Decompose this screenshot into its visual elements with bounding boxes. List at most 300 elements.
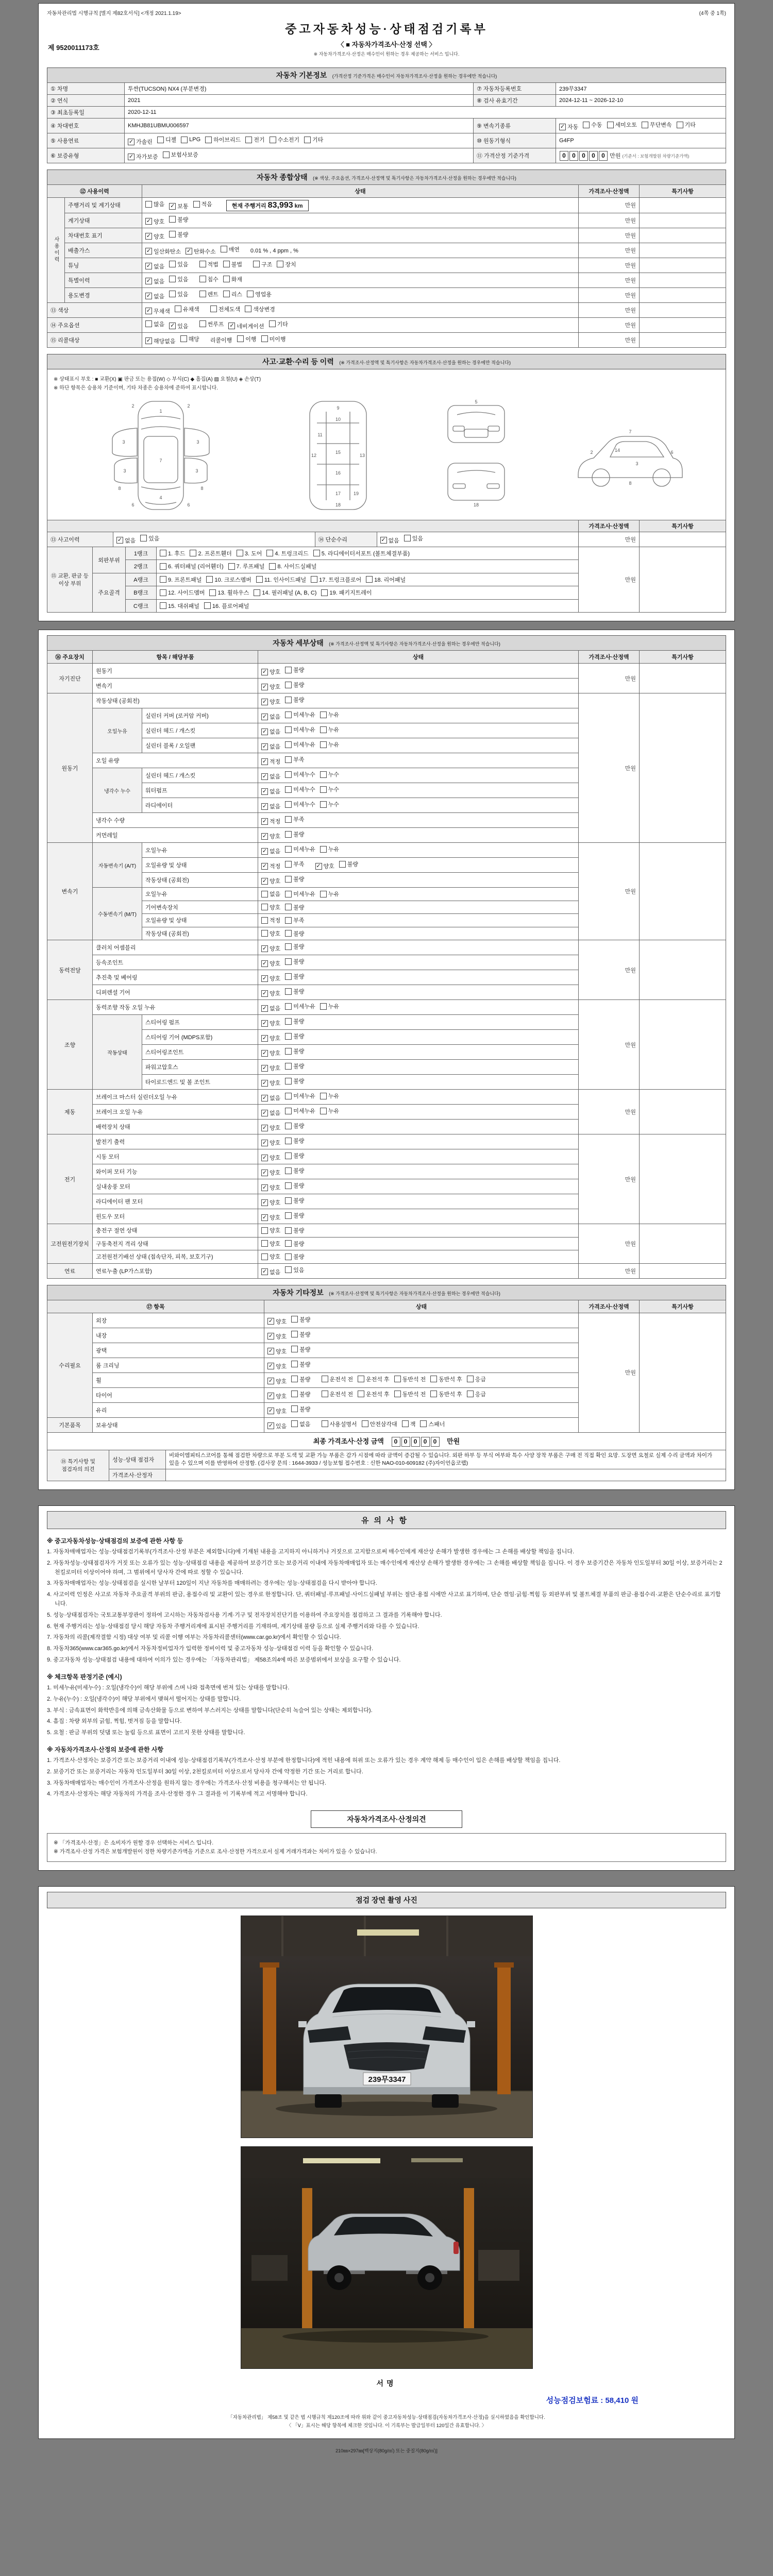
checkbox-option[interactable]: ✓ 없음 — [262, 743, 281, 750]
checkbox-box-icon: ✓ — [262, 1199, 267, 1206]
checkbox-option[interactable]: 누유 — [320, 725, 339, 734]
checkbox-option[interactable]: ✓ 양호 — [262, 960, 281, 967]
checkbox-option[interactable]: 불량 — [285, 1062, 304, 1070]
status-header: 상태 — [258, 651, 579, 664]
checkbox-option[interactable]: 불량 — [169, 215, 188, 224]
checkbox-box-icon — [320, 846, 327, 853]
checkbox-option[interactable]: 불량 — [285, 696, 304, 704]
checkbox-option[interactable]: ✓ 탄화수소 — [187, 248, 216, 255]
checkbox-option[interactable]: ✓ 없음 — [117, 537, 136, 544]
checkbox-option[interactable]: 미세누유 — [285, 740, 315, 749]
checkbox-option[interactable]: 기타 — [269, 320, 288, 328]
damage-diagram-box — [47, 369, 726, 520]
checkbox-option[interactable]: 양호 — [261, 929, 280, 938]
checkbox-option[interactable]: ✓ 적정 — [262, 818, 281, 825]
checkbox-option[interactable]: 적음 — [193, 200, 212, 208]
checkbox-option[interactable]: ✓ 양호 — [262, 1169, 281, 1176]
item-cell: 충전구 절연 상태 — [93, 1224, 258, 1238]
checkbox-option[interactable]: 누유 — [320, 710, 339, 719]
checkbox-option[interactable]: 없음 — [261, 890, 280, 898]
base-price-label: ⑪ 가격산정 기준가격 — [474, 148, 556, 163]
checkbox-option[interactable]: ✓ 없음 — [146, 293, 165, 300]
notice-heading: ※ 자동차가격조사·산정의 보증에 관한 사항 — [47, 1745, 164, 1753]
checkbox-option[interactable]: 영업용 — [247, 290, 272, 298]
checkbox-option[interactable]: 미세누유 — [285, 710, 315, 719]
checkbox-option[interactable]: ✓ 양호 — [268, 1393, 287, 1400]
checkbox-option[interactable]: 불량 — [291, 1375, 310, 1383]
price-cell: 만원 — [579, 228, 640, 243]
checkbox-box-icon — [394, 1376, 401, 1382]
checkbox-option[interactable]: 매연 — [221, 245, 240, 253]
checkbox-option[interactable]: ✓ 양호 — [262, 1124, 281, 1131]
checkbox-option[interactable]: ✓ 보통 — [170, 202, 189, 210]
accident-history-status — [113, 532, 315, 547]
checkbox-option[interactable]: 누수 — [320, 770, 339, 778]
checkbox-option[interactable]: ✓ 양호 — [262, 1064, 281, 1072]
status-cell — [258, 708, 579, 723]
checkbox-option[interactable]: 불량 — [285, 972, 304, 980]
checkbox-option[interactable]: ✓ 양호 — [268, 1348, 287, 1355]
checkbox-option[interactable]: 15. 대쉬패널 — [160, 602, 199, 610]
price-cell: 만원 — [579, 317, 640, 332]
checkbox-option[interactable]: 운전석 전 — [322, 1375, 354, 1383]
checkbox-option[interactable]: ✓ 자동 — [560, 123, 579, 130]
checkbox-option[interactable]: 침수 — [199, 275, 219, 283]
checkbox-box-icon — [285, 756, 292, 763]
checkbox-box-icon — [285, 1138, 292, 1144]
checkbox-option[interactable]: ✓ 자가보증 — [128, 153, 158, 160]
checkbox-option[interactable]: 누유 — [320, 1002, 339, 1010]
checkbox-option[interactable]: 부족 — [285, 916, 304, 924]
checkbox-option[interactable]: 누유 — [320, 740, 339, 749]
checkbox-box-icon: ✓ — [146, 218, 152, 224]
checkbox-option[interactable]: ✓ 양호 — [262, 668, 281, 675]
checkbox-option[interactable]: ✓ 양호 — [262, 1214, 281, 1221]
checkbox-option[interactable]: 안전삼각대 — [362, 1420, 397, 1428]
checkbox-option[interactable]: 잭 — [402, 1420, 416, 1428]
checkbox-option[interactable]: 보험사보증 — [163, 150, 198, 159]
checkbox-option[interactable]: 있음 — [169, 290, 188, 298]
damage-legend-symbols: ※ 상태표시 부호 : ■ 교환(X) ▣ 판금 또는 용접(W) ◇ 부식(C) ◆ 흠집(A) ▨ 요철(U) ◈ 손상(T) — [54, 376, 261, 382]
checkbox-option[interactable]: 불량 — [285, 987, 304, 995]
checkbox-option[interactable]: 사용설명서 — [322, 1420, 357, 1428]
checkbox-option[interactable]: 있음 — [169, 275, 188, 283]
checkbox-option[interactable]: 없음 — [145, 320, 164, 328]
checkbox-option[interactable]: 12. 사이드멤버 — [160, 588, 205, 597]
checkbox-option[interactable]: 3. 도어 — [237, 549, 262, 557]
checkbox-option[interactable]: 렌트 — [199, 290, 219, 298]
checkbox-option[interactable]: 불량 — [285, 1252, 304, 1261]
item-cell: 실린더 블록 / 오일팬 — [142, 738, 258, 753]
checkbox-option[interactable]: ✓ 양호 — [262, 683, 281, 690]
checkbox-option[interactable]: 부족 — [285, 755, 304, 764]
checkbox-option[interactable]: 디젤 — [157, 135, 176, 144]
checkbox-box-icon: ✓ — [262, 1124, 267, 1131]
item-cell: 브레이크 마스터 실린더오일 누유 — [93, 1090, 258, 1105]
notice-item: 2. 자동차성능·상태점검자가 거짓 또는 오류가 있는 성능·상태점검 내용을 제공하여 보증기간 또는 보증거리 이내에 자동차매매업자 또는 매수인에게 재산상 손해가 발생한 경우에는 그 손해를 배상할 책임을 집니다. 이 경우 보증기간은 자동차 인도일부터 30일 이상, 보증거리는 2천킬로미터 이상이어야 하며, 그 범위에서 당사자 간에 따로 정할 수 있습니다. — [47, 1560, 722, 1575]
checkbox-option[interactable]: 17. 트렁크플로어 — [311, 575, 361, 584]
checkbox-option[interactable]: ✓ 없음 — [146, 278, 165, 285]
checkbox-option[interactable]: 누유 — [320, 890, 339, 898]
damage-legend-note: ※ 하단 항목은 승용차 기준이며, 기타 차종은 승용차에 준하여 표시합니다. — [54, 385, 219, 391]
price-cell: 만원 — [579, 1224, 640, 1264]
checkbox-option[interactable]: ✓ 적정 — [262, 758, 281, 765]
checkbox-option[interactable]: 양호 — [261, 1240, 280, 1248]
checkbox-option[interactable]: 불량 — [285, 1077, 304, 1085]
checkbox-option[interactable]: 불량 — [285, 1211, 304, 1219]
status-cell — [258, 1105, 579, 1120]
checkbox-option[interactable]: 무단변속 — [642, 121, 672, 129]
checkbox-option[interactable]: 전기 — [245, 135, 264, 144]
price-digit: 0 — [411, 1437, 420, 1447]
notice-item: 1. 미세누유(미세누수) : 오일(냉각수)이 해당 부위에 스며 나와 접촉면에 번져 있는 상태를 말합니다. — [47, 1684, 290, 1691]
checkbox-option[interactable]: 이행 — [237, 335, 256, 343]
note-header: 특기사항 — [640, 651, 726, 664]
status-cell — [142, 198, 579, 213]
checkbox-box-icon — [169, 291, 176, 297]
checkbox-option[interactable]: 동반석 전 — [394, 1375, 426, 1383]
item-cell: 주행거리 및 계기상태 — [65, 198, 142, 213]
checkbox-option[interactable]: 기타 — [304, 135, 323, 144]
checkbox-option[interactable]: 9. 프론트패널 — [160, 575, 201, 584]
svg-text:3: 3 — [196, 439, 199, 445]
checkbox-box-icon — [237, 335, 244, 342]
checkbox-option[interactable]: 불량 — [285, 1240, 304, 1248]
category-cell: 고전원전기장치 — [47, 1224, 93, 1264]
checkbox-option[interactable]: 불량 — [285, 830, 304, 838]
checkbox-option[interactable]: 양호 — [261, 1226, 280, 1234]
rank-cell: 1랭크 — [126, 547, 157, 560]
checkbox-option[interactable]: 누유 — [320, 1092, 339, 1100]
checkbox-box-icon — [285, 801, 292, 808]
checkbox-option[interactable]: 불량 — [285, 1137, 304, 1145]
item-cell: 브레이크 오일 누유 — [93, 1105, 258, 1120]
note-cell — [640, 228, 726, 243]
note-cell — [640, 287, 726, 302]
checkbox-option[interactable]: 전체도색 — [210, 305, 241, 313]
checkbox-box-icon: ✓ — [262, 803, 267, 809]
checkbox-option[interactable]: 불량 — [291, 1390, 310, 1398]
checkbox-option[interactable]: ✓ 양호 — [146, 218, 165, 225]
checkbox-option[interactable]: ✓ 양호 — [146, 233, 165, 240]
checkbox-option[interactable]: 4. 트렁크리드 — [266, 549, 308, 557]
checkbox-option[interactable]: ✓ 없음 — [262, 773, 281, 780]
checkbox-option[interactable]: 응급 — [467, 1390, 486, 1398]
fuel-label: ⑤ 사용연료 — [47, 133, 125, 148]
checkbox-option[interactable]: ✓ 없음 — [146, 263, 165, 270]
checkbox-box-icon — [285, 1253, 292, 1260]
note-cell — [640, 317, 726, 332]
note-cell — [640, 198, 726, 213]
checkbox-option[interactable]: ✓ 없음 — [262, 713, 281, 720]
table-row — [47, 133, 726, 148]
checkbox-box-icon: ✓ — [170, 202, 175, 209]
checkbox-box-icon — [261, 930, 268, 937]
svg-text:8: 8 — [200, 485, 204, 491]
checkbox-option[interactable]: 미세누유 — [285, 1002, 315, 1010]
notice-sections — [47, 1536, 726, 1799]
checkbox-option[interactable]: 불량 — [291, 1315, 310, 1324]
checkbox-option[interactable]: 누유 — [320, 1107, 339, 1115]
status-cell — [258, 1250, 579, 1264]
checkbox-option[interactable]: ✓ 가솔린 — [128, 138, 153, 145]
insurance-fee-value: 58,410 — [605, 2396, 629, 2405]
checkbox-option[interactable]: ✓ 없음 — [262, 803, 281, 810]
checkbox-option[interactable]: 1. 후드 — [160, 549, 185, 557]
checkbox-option[interactable]: 동반석 후 — [430, 1390, 462, 1398]
checkbox-option[interactable]: 있음 — [169, 260, 188, 268]
checkbox-option[interactable]: 미세누수 — [285, 800, 315, 808]
checkbox-option[interactable]: 5. 라디에이터서포트 (볼트체결부품) — [313, 549, 410, 557]
checkbox-option[interactable]: 불량 — [169, 230, 188, 239]
price-cell: 만원 — [579, 198, 640, 213]
checkbox-option[interactable]: 많음 — [145, 200, 164, 208]
svg-text:3: 3 — [123, 468, 126, 473]
checkbox-option[interactable]: 불량 — [285, 1151, 304, 1160]
checkbox-option[interactable]: ✓ 없음 — [262, 1109, 281, 1116]
checkbox-option[interactable]: 기타 — [677, 121, 696, 129]
checkbox-option[interactable]: 7. 루프패널 — [228, 562, 265, 570]
price-option-note: ※ 자동차가격조사·산정은 매수인이 원하는 경우 제공하는 서비스 입니다. — [313, 52, 460, 57]
checkbox-option[interactable]: ✓ 있음 — [268, 1422, 287, 1430]
checkbox-option[interactable]: 불량 — [291, 1330, 310, 1338]
checkbox-option[interactable]: ✓ 양호 — [262, 877, 281, 885]
checkbox-box-icon — [160, 563, 166, 570]
checkbox-option[interactable]: 부족 — [285, 860, 304, 868]
zone-cell: 주요골격 — [93, 573, 126, 613]
checkbox-option[interactable]: ✓ 없음 — [262, 1005, 281, 1012]
car-diagram-underbody-icon — [294, 396, 382, 515]
checkbox-option[interactable]: 유채색 — [175, 305, 199, 313]
checkbox-option[interactable]: ✓ 양호 — [262, 833, 281, 840]
checkbox-option[interactable]: 수소전기 — [270, 135, 300, 144]
item-cell: 작동상태 (공회전) — [142, 927, 258, 940]
note-header: 특기사항 — [640, 1300, 726, 1313]
checkbox-option[interactable]: 불량 — [285, 1122, 304, 1130]
item-cell: 오일유량 및 상태 — [142, 858, 258, 873]
checkbox-box-icon — [291, 1316, 298, 1323]
checkbox-option[interactable]: 불량 — [291, 1405, 310, 1413]
price-cell: 만원 — [579, 693, 640, 843]
checkbox-option[interactable]: 미세누유 — [285, 1107, 315, 1115]
checkbox-option[interactable]: ✓ 양호 — [268, 1378, 287, 1385]
checkbox-option[interactable]: 미세누유 — [285, 1092, 315, 1100]
checkbox-box-icon — [269, 320, 276, 327]
checkbox-option[interactable]: ✓ 없음 — [381, 537, 399, 544]
inspection-report-document — [38, 0, 735, 2454]
checkbox-option[interactable]: 불량 — [285, 942, 304, 951]
checkbox-option[interactable]: ✓ 양호 — [268, 1363, 287, 1370]
checkbox-option[interactable]: ✓ 있음 — [170, 323, 189, 330]
checkbox-option[interactable]: 수동 — [583, 121, 602, 129]
checkbox-option[interactable]: ✓ 양호 — [316, 862, 334, 870]
page-title: 중고자동차성능·상태점검기록부 — [285, 22, 488, 36]
checkbox-option[interactable]: 불량 — [285, 1196, 304, 1205]
checkbox-option[interactable]: 적법 — [199, 260, 219, 268]
checkbox-option[interactable]: 불량 — [285, 1017, 304, 1025]
checkbox-option[interactable]: 미세누수 — [285, 770, 315, 778]
checkbox-option[interactable]: ✓ 없음 — [262, 848, 281, 855]
checkbox-option[interactable]: 양호 — [261, 1252, 280, 1261]
checkbox-box-icon — [206, 576, 213, 583]
checkbox-option[interactable]: 없음 — [291, 1420, 310, 1428]
price-cell: 만원 — [579, 664, 640, 693]
checkbox-box-icon — [261, 891, 268, 897]
checkbox-option[interactable]: 해당 — [180, 335, 199, 343]
checkbox-option[interactable]: 2. 프론트휀더 — [190, 549, 231, 557]
checkbox-option[interactable]: 누유 — [320, 845, 339, 853]
checkbox-option[interactable]: 장치 — [277, 260, 296, 268]
checkbox-option[interactable]: ✓ 일산화탄소 — [146, 248, 181, 255]
status-cell — [142, 317, 579, 332]
checkbox-option[interactable]: 18. 리어패널 — [366, 575, 406, 584]
checkbox-option[interactable]: ✓ 무채색 — [146, 308, 170, 315]
price-cell: 만원 — [579, 302, 640, 317]
checkbox-option[interactable]: ✓ 양호 — [262, 1049, 281, 1057]
checkbox-option[interactable]: 색상변경 — [245, 305, 275, 313]
simple-repair-status — [377, 532, 579, 547]
price-cell: 만원 — [579, 843, 640, 940]
item-cell: 룸 크리닝 — [93, 1358, 264, 1372]
section-accident-title: 사고·교환·수리 등 이력 (※ 가격조사·산정액 및 특기사항은 자동차가격조사·산정을 원하는 경우에만 적습니다) — [47, 354, 726, 369]
checkbox-option[interactable]: ✓ 양호 — [262, 1154, 281, 1161]
checkbox-option[interactable]: ✓ 양호 — [268, 1318, 287, 1325]
checkbox-option[interactable]: 불량 — [285, 1047, 304, 1055]
checkbox-box-icon: ✓ — [268, 1348, 274, 1354]
checkbox-option[interactable]: ✓ 없음 — [262, 788, 281, 795]
price-cell: 만원 — [579, 940, 640, 1000]
checkbox-option[interactable]: 미세누유 — [285, 845, 315, 853]
checkbox-option[interactable]: ✓ 양호 — [262, 698, 281, 705]
checkbox-option[interactable]: ✓ 양호 — [262, 1139, 281, 1146]
checkbox-option[interactable]: 누수 — [320, 785, 339, 793]
valuation-note: ※ 가격조사·산정 가격은 보험개발원이 정한 차량기준가액을 기준으로 조사·산정한 가격으로서 실제 거래가격과는 차이가 있을 수 있습니다. — [54, 1848, 377, 1855]
checkbox-box-icon — [285, 891, 292, 897]
checkbox-option[interactable]: LPG — [181, 137, 200, 143]
status-cell — [258, 1030, 579, 1045]
checkbox-option[interactable]: ✓ 적정 — [262, 862, 281, 870]
exchange-rank-table — [47, 547, 726, 613]
checkbox-option[interactable]: 불량 — [285, 957, 304, 965]
checkbox-option[interactable]: 화재 — [223, 275, 242, 283]
checkbox-box-icon: ✓ — [560, 123, 565, 130]
checkbox-option[interactable]: 응급 — [467, 1375, 486, 1383]
checkbox-option[interactable]: ✓ 양호 — [262, 1020, 281, 1027]
checkbox-option[interactable]: ✓ 양호 — [268, 1333, 287, 1340]
checkbox-option[interactable]: 불량 — [285, 929, 304, 938]
checkbox-option[interactable]: ✓ 양호 — [268, 1408, 287, 1415]
checkbox-option[interactable]: ✓ 없음 — [262, 1094, 281, 1101]
checkbox-option[interactable]: 운전석 후 — [358, 1375, 390, 1383]
checkbox-option[interactable]: 11. 인사이드패널 — [256, 575, 306, 584]
checkbox-option[interactable]: 6. 쿼터패널 (리어휀더) — [160, 562, 224, 570]
checkbox-option[interactable]: 10. 크로스멤버 — [206, 575, 251, 584]
usage-history-header: ⑫ 사용이력 — [47, 185, 142, 198]
checkbox-option[interactable]: 스패너 — [420, 1420, 445, 1428]
notice-item: 4. 가격조사·산정자는 해당 자동차의 가격을 조사·산정한 경우 그 결과를 이 기록부에 적고 서명해야 합니다. — [47, 1791, 308, 1798]
checkbox-option[interactable]: ✓ 양호 — [262, 990, 281, 997]
checkbox-box-icon — [285, 1240, 292, 1247]
checkbox-option[interactable]: 운전석 전 — [322, 1390, 354, 1398]
price-digit: 0 — [421, 1437, 430, 1447]
checkbox-option[interactable]: 불량 — [285, 1226, 304, 1234]
checkbox-option[interactable]: 불량 — [285, 681, 304, 689]
checkbox-option[interactable]: 불량 — [291, 1360, 310, 1368]
checkbox-option[interactable]: 세미오토 — [607, 121, 637, 129]
checkbox-option[interactable]: 13. 휠하우스 — [209, 588, 249, 597]
checkbox-option[interactable]: ✓ 양호 — [262, 1079, 281, 1087]
checkbox-box-icon — [157, 137, 164, 143]
checkbox-option[interactable]: 불법 — [223, 260, 242, 268]
note-cell — [640, 1263, 726, 1278]
checkbox-option[interactable]: 미세누유 — [285, 725, 315, 734]
checkbox-option[interactable]: 불량 — [285, 875, 304, 883]
checkbox-box-icon — [402, 1420, 409, 1427]
checkbox-option[interactable]: 동반석 전 — [394, 1390, 426, 1398]
checkbox-option[interactable]: 14. 필러패널 (A, B, C) — [254, 588, 316, 597]
checkbox-option[interactable]: 있음 — [404, 534, 423, 543]
checkbox-option[interactable]: 16. 플로어패널 — [204, 602, 249, 610]
price-digit: 0 — [392, 1437, 400, 1447]
checkbox-option[interactable]: ✓ 없음 — [262, 728, 281, 735]
checkbox-box-icon: ✓ — [262, 1184, 267, 1191]
checkbox-option[interactable]: 누수 — [320, 800, 339, 808]
checkbox-option[interactable]: ✓ 양호 — [262, 945, 281, 952]
checkbox-box-icon — [285, 771, 292, 778]
checkbox-option[interactable]: 불량 — [285, 1181, 304, 1190]
checkbox-option[interactable]: 구조 — [253, 260, 272, 268]
basic-info-table — [47, 82, 726, 163]
checkbox-option[interactable]: 썬루프 — [199, 320, 224, 328]
checkbox-option[interactable]: 불량 — [285, 903, 304, 911]
checkbox-option[interactable]: ✓ 양호 — [262, 1184, 281, 1191]
svg-text:14: 14 — [614, 447, 620, 453]
svg-text:12: 12 — [311, 452, 316, 458]
checkbox-option[interactable]: 불량 — [339, 860, 358, 868]
checkbox-option[interactable]: 불량 — [285, 666, 304, 674]
checkbox-option[interactable]: 부족 — [285, 815, 304, 823]
checkbox-option[interactable]: 미세누수 — [285, 785, 315, 793]
checkbox-option[interactable]: 리스 — [223, 290, 242, 298]
checkbox-option[interactable]: ✓ 해당없음 — [146, 337, 176, 345]
first-reg-value: 2020-12-11 — [125, 107, 726, 118]
checkbox-option[interactable]: 적정 — [261, 916, 280, 924]
status-cell — [142, 228, 579, 243]
checkbox-option[interactable]: 동반석 후 — [430, 1375, 462, 1383]
checkbox-option[interactable]: 양호 — [261, 903, 280, 911]
checkbox-option[interactable]: ✓ 네비게이션 — [229, 323, 264, 330]
checkbox-option[interactable]: 있음 — [140, 534, 159, 543]
checkbox-option[interactable]: 운전석 후 — [358, 1390, 390, 1398]
checkbox-option[interactable]: 19. 패키지트레이 — [321, 588, 372, 597]
checkbox-option[interactable]: ✓ 양호 — [262, 1199, 281, 1206]
checkbox-option[interactable]: 하이브리드 — [205, 135, 241, 144]
checkbox-option[interactable]: 8. 사이드실패널 — [269, 562, 316, 570]
checkbox-option[interactable]: 미이행 — [261, 335, 286, 343]
checkbox-option[interactable]: 있음 — [285, 1266, 304, 1274]
legal-footnotes — [47, 2414, 726, 2430]
checkbox-option[interactable]: 불량 — [291, 1345, 310, 1353]
checkbox-option[interactable]: 미세누유 — [285, 890, 315, 898]
checkbox-option[interactable]: 불량 — [285, 1032, 304, 1040]
item-cell: 클러치 어셈블리 — [93, 940, 258, 955]
table-row — [47, 1224, 726, 1238]
checkbox-option[interactable]: ✓ 없음 — [262, 1268, 281, 1276]
checkbox-option[interactable]: 불량 — [285, 1166, 304, 1175]
status-cell — [142, 302, 579, 317]
checkbox-option[interactable]: ✓ 양호 — [262, 975, 281, 982]
checkbox-option[interactable]: ✓ 양호 — [262, 1035, 281, 1042]
